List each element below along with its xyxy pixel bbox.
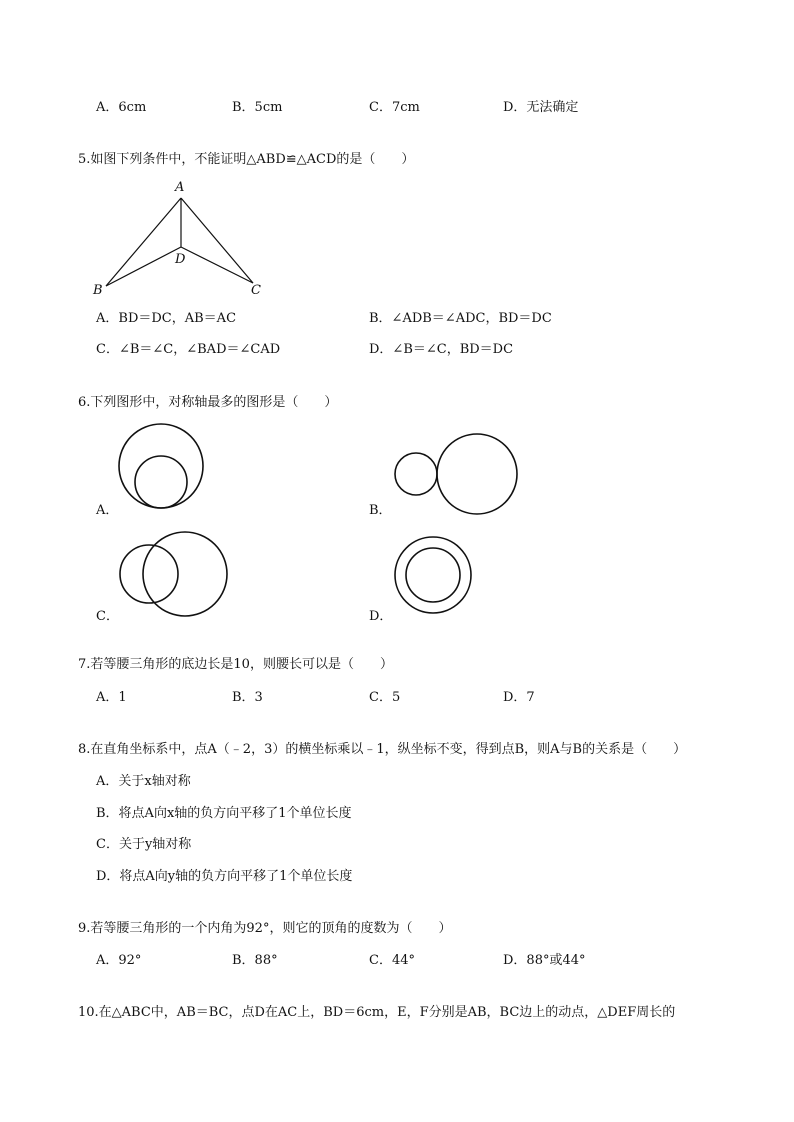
q8-option-c: C．关于y轴对称 bbox=[96, 837, 192, 852]
q4-option-c: C．7cm bbox=[369, 100, 420, 115]
small-circle bbox=[395, 453, 437, 495]
segment-ab bbox=[106, 198, 181, 286]
q6-option-a: A． bbox=[96, 503, 119, 518]
q5-triangle-figure bbox=[88, 176, 288, 296]
q5-option-c: C．∠B＝∠C，∠BAD＝∠CAD bbox=[96, 342, 281, 357]
q6-figure-a bbox=[118, 422, 218, 522]
label-a: A bbox=[175, 180, 185, 195]
q7-option-c: C．5 bbox=[369, 690, 401, 705]
q7-option-b: B．3 bbox=[232, 690, 263, 705]
segment-cd bbox=[181, 247, 253, 283]
label-d: D bbox=[175, 252, 186, 267]
segment-ac bbox=[181, 198, 253, 283]
q5-option-d: D．∠B＝∠C，BD＝DC bbox=[369, 342, 514, 357]
label-b: B bbox=[93, 283, 103, 298]
right-circle bbox=[143, 532, 227, 616]
q7-stem: 7.若等腰三角形的底边长是10，则腰长可以是（ ） bbox=[78, 657, 393, 672]
q8-stem: 8.在直角坐标系中，点A（﹣2，3）的横坐标乘以﹣1，纵坐标不变，得到点B，则A与B的关系是（ ） bbox=[78, 742, 687, 757]
q9-option-d: D．88°或44° bbox=[503, 953, 586, 968]
inner-circle bbox=[406, 548, 460, 602]
label-c: C bbox=[251, 283, 261, 298]
q9-option-b: B．88° bbox=[232, 953, 278, 968]
q8-option-b: B．将点A向x轴的负方向平移了1个单位长度 bbox=[96, 806, 352, 821]
inner-circle bbox=[135, 456, 187, 508]
q4-option-a: A．6cm bbox=[96, 100, 147, 115]
q6-option-c: C． bbox=[96, 609, 119, 624]
q5-option-b: B．∠ADB＝∠ADC，BD＝DC bbox=[369, 311, 552, 326]
outer-circle bbox=[119, 424, 203, 508]
q9-option-c: C．44° bbox=[369, 953, 415, 968]
q7-option-a: A．1 bbox=[96, 690, 127, 705]
q7-option-d: D．7 bbox=[503, 690, 535, 705]
q9-option-a: A．92° bbox=[96, 953, 142, 968]
q10-stem: 10.在△ABC中，AB＝BC，点D在AC上，BD＝6cm，E，F分别是AB，BC边上的动点，△DEF周长的 bbox=[78, 1005, 676, 1020]
large-circle bbox=[437, 434, 517, 514]
segment-bd bbox=[106, 247, 181, 286]
q8-option-d: D．将点A向y轴的负方向平移了1个单位长度 bbox=[96, 869, 353, 884]
q6-option-d: D． bbox=[369, 609, 393, 624]
q6-figure-c bbox=[118, 528, 238, 628]
q9-stem: 9.若等腰三角形的一个内角为92°，则它的顶角的度数为（ ） bbox=[78, 921, 452, 936]
q6-stem: 6.下列图形中，对称轴最多的图形是（ ） bbox=[78, 395, 338, 410]
q4-option-d: D．无法确定 bbox=[503, 100, 579, 115]
q6-option-b: B． bbox=[369, 503, 392, 518]
q5-stem: 5.如图下列条件中，不能证明△ABD≌△ACD的是（ ） bbox=[78, 152, 415, 167]
q6-figure-d bbox=[392, 532, 492, 632]
q4-option-b: B．5cm bbox=[232, 100, 283, 115]
q8-option-a: A．关于x轴对称 bbox=[96, 774, 191, 789]
q6-figure-b bbox=[390, 428, 530, 528]
q5-option-a: A．BD＝DC，AB＝AC bbox=[96, 311, 237, 326]
